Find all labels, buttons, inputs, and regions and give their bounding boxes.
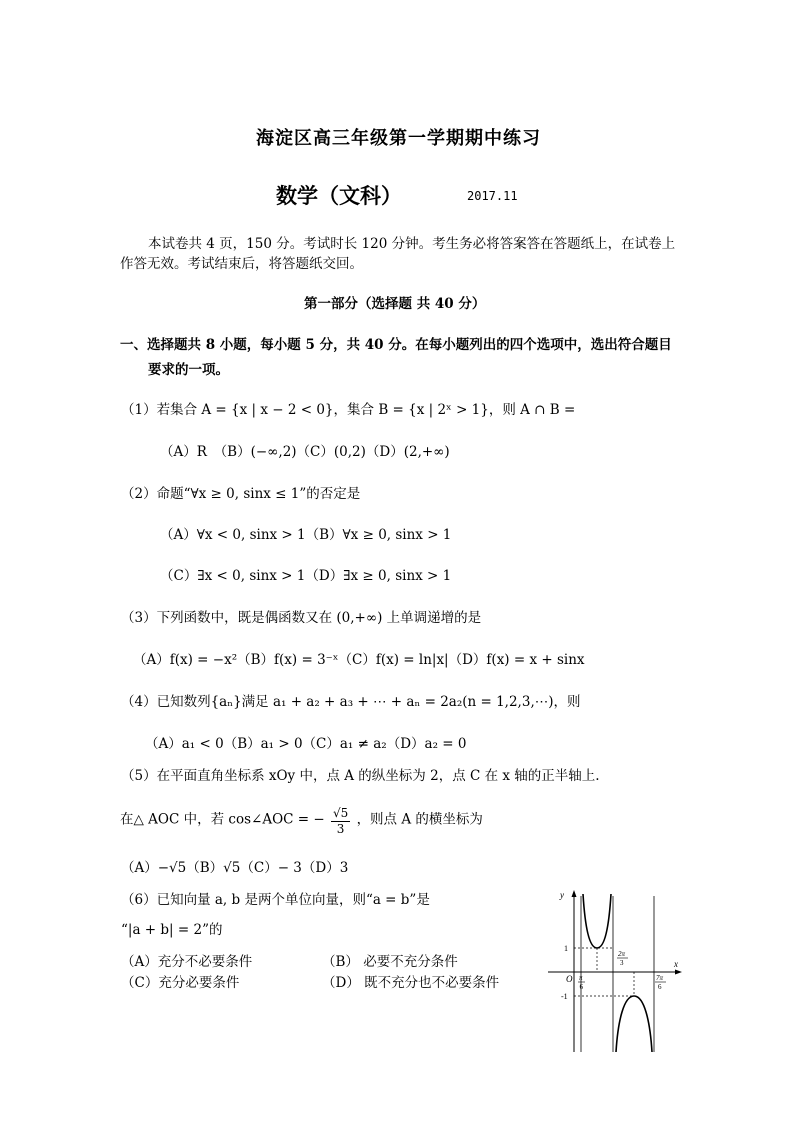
- question-4-options: （A）a₁ < 0（B）a₁ > 0（C）a₁ ≠ a₂（D）a₂ = 0: [145, 736, 467, 752]
- section-instructions-line-2: 要求的一项。: [148, 362, 229, 378]
- subject-title: 数学（文科）: [276, 183, 402, 208]
- y-axis-arrow: [572, 890, 577, 897]
- y-tick-neg1: -1: [561, 992, 568, 1001]
- question-2-options-cd: （C）∃x < 0, sinx > 1（D）∃x ≥ 0, sinx > 1: [160, 568, 452, 584]
- question-6-option-d: （D） 既不充分也不必要条件: [322, 975, 500, 991]
- question-5-stem-line-1: （5）在平面直角坐标系 xOy 中，点 A 的纵坐标为 2，点 C 在 x 轴的正半轴上.: [121, 768, 600, 784]
- notice-line-2: 作答无效。考试结束后，将答题纸交回。: [120, 256, 363, 272]
- notice-line-1: 本试卷共 4 页，150 分。考试时长 120 分钟。考生务必将答案答在答题纸上，在试卷上: [148, 236, 676, 252]
- part-title: 第一部分（选择题 共 40 分）: [304, 296, 486, 312]
- question-5-options: （A）−√5（B）√5（C）− 3（D）3: [121, 860, 349, 876]
- pi6-den: 6: [579, 983, 583, 991]
- x-axis-arrow: [675, 970, 682, 975]
- question-5-stem-prefix: 在△ AOC 中，若 cos∠AOC = −: [120, 811, 325, 828]
- question-6-option-a: （A）充分不必要条件: [121, 954, 253, 970]
- 7pi6-num: 7π: [656, 974, 664, 982]
- question-6-option-c: （C）充分必要条件: [121, 975, 240, 991]
- x-axis-label: x: [674, 959, 678, 969]
- fraction-sqrt5-over-3: [331, 805, 350, 837]
- y-tick-1: 1: [564, 944, 568, 953]
- question-3-stem: （3）下列函数中，既是偶函数又在 (0,+∞) 上单调递增的是: [121, 610, 482, 626]
- pi6-num: π: [579, 974, 583, 982]
- x-tick-7pi-over-6: [655, 974, 666, 991]
- x-tick-2pi-over-3: [617, 950, 628, 967]
- x-tick-pi-over-6: [578, 974, 585, 991]
- question-1-options: （A）R （B）(−∞,2)（C）(0,2)（D）(2,+∞): [160, 444, 450, 460]
- question-6-stem-line-2: “|a + b| = 2”的: [121, 922, 223, 938]
- question-6-stem-line-1: （6）已知向量 a, b 是两个单位向量，则“a = b”是: [121, 892, 430, 908]
- exam-date: 2017.11: [467, 189, 518, 203]
- fraction-denominator: 3: [336, 822, 345, 836]
- fraction-numerator: √5: [332, 806, 349, 820]
- section-instructions-line-1: 一、选择题共 8 小题，每小题 5 分，共 40 分。在每小题列出的四个选项中，选出符合题目: [120, 337, 672, 353]
- upper-curve: [583, 894, 611, 948]
- question-3-options: （A）f(x) = −x²（B）f(x) = 3⁻ˣ（C）f(x) = ln|x|（D）f(x) = x + sinx: [133, 652, 585, 668]
- 2pi3-den: 3: [620, 959, 624, 967]
- question-6-option-b: （B） 必要不充分条件: [322, 954, 458, 970]
- question-5-stem-suffix: ，则点 A 的横坐标为: [356, 811, 483, 828]
- question-5-stem-line-2: [120, 804, 483, 836]
- lower-curve: [616, 996, 652, 1052]
- page-title: 海淀区高三年级第一学期期中练习: [256, 128, 541, 149]
- question-4-stem: （4）已知数列{aₙ}满足 a₁ + a₂ + a₃ + ⋯ + aₙ = 2a₂(n = 1,2,3,⋯)，则: [121, 694, 581, 710]
- function-graph: [536, 886, 686, 1056]
- 7pi6-den: 6: [658, 983, 662, 991]
- 2pi3-num: 2π: [618, 950, 626, 958]
- question-2-stem: （2）命题“∀x ≥ 0, sinx ≤ 1”的否定是: [121, 486, 361, 502]
- question-1-stem: （1）若集合 A = {x | x − 2 < 0}，集合 B = {x | 2ˣ > 1}，则 A ∩ B =: [121, 402, 576, 418]
- question-2-options-ab: （A）∀x < 0, sinx > 1（B）∀x ≥ 0, sinx > 1: [160, 527, 452, 543]
- origin-label: O: [566, 974, 573, 984]
- y-axis-label: y: [560, 890, 564, 900]
